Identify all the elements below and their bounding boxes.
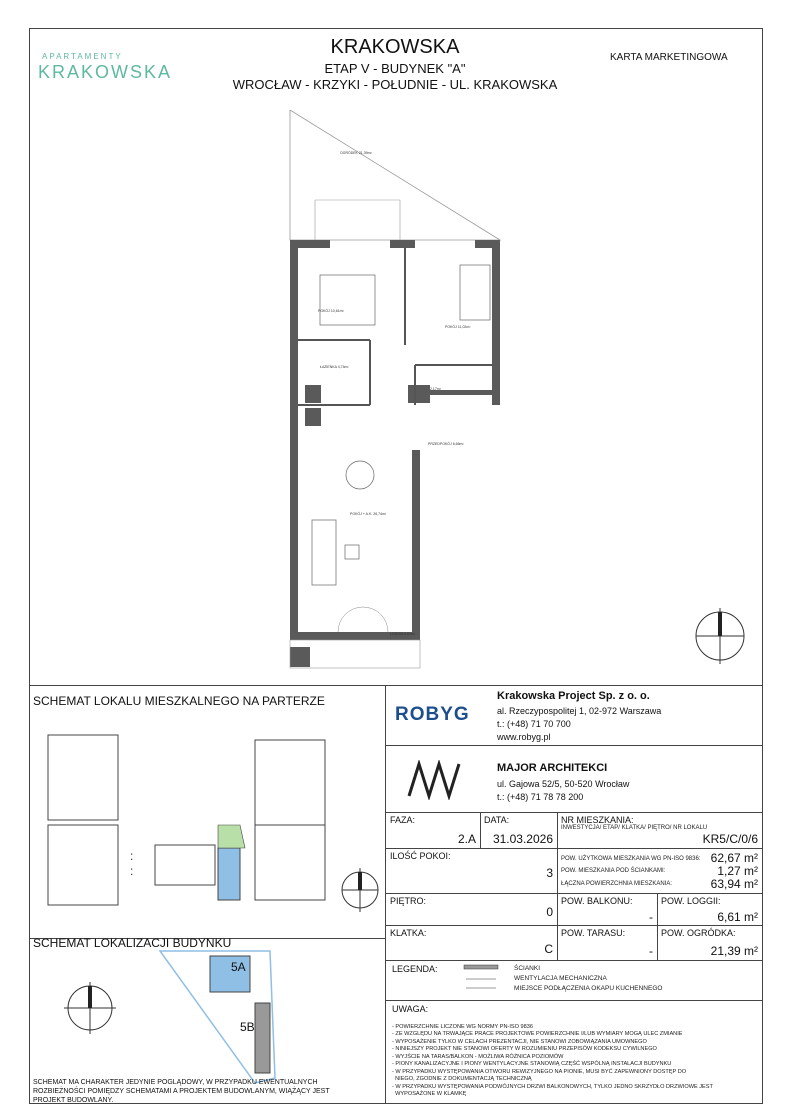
developer-address: al. Rzeczypospolitej 1, 02-972 Warszawa bbox=[497, 706, 662, 716]
card-type: KARTA MARKETINGOWA bbox=[610, 52, 728, 63]
brand-logo: KRAKOWSKA bbox=[38, 62, 173, 82]
garden-area-label: OGRÓDEK 21,39m² bbox=[340, 151, 372, 155]
stair-label: KLATKA: bbox=[390, 928, 427, 938]
developer-phone: t.: (+48) 71 70 700 bbox=[497, 719, 571, 729]
legend-item-ventilation: WENTYLACJA MECHANICZNA bbox=[514, 975, 607, 982]
stage-line: ETAP V - BUDYNEK "A" bbox=[324, 61, 466, 76]
note-line: - POWIERZCHNIE LICZONE WG NORMY PN-ISO 9836 bbox=[392, 1023, 534, 1030]
svg-text:POKÓJ + A.K. 26,74m²: POKÓJ + A.K. 26,74m² bbox=[350, 512, 387, 516]
floor-plan bbox=[250, 110, 550, 680]
note-line: - W PRZYPADKU WYSTĘPOWANIA OTWORU REWIZYJNEGO NA PIONIE, MUSI BYĆ ZAPEWNIONY DOSTĘP DO bbox=[392, 1068, 687, 1075]
svg-text:LOGGIA 6,61m²: LOGGIA 6,61m² bbox=[390, 632, 416, 636]
unit-number-sub: INWESTYCJA/ ETAP/ KLATKA/ PIĘTRO/ NR LOKALU bbox=[561, 825, 708, 831]
note-line: - WYJŚCIE NA TARAS/BALKON - MOŻLIWA RÓŻNICA POZIOMÓW bbox=[392, 1053, 564, 1060]
balcony-label: POW. BALKONU: bbox=[561, 896, 633, 906]
svg-text:POKÓJ 11,02m²: POKÓJ 11,02m² bbox=[445, 325, 471, 329]
svg-text:ŁAZIENKA 4,74m²: ŁAZIENKA 4,74m² bbox=[320, 365, 349, 369]
ground-floor-heading: SCHEMAT LOKALU MIESZKALNEGO NA PARTERZE bbox=[33, 694, 325, 708]
terrace-label: POW. TARASU: bbox=[561, 928, 626, 938]
usable-area-label: POW. UŻYTKOWA MIESZKANIA WG PN-ISO 9836: bbox=[561, 856, 701, 862]
wall-area-label: POW. MIESZKANIA POD ŚCIANKAMI: bbox=[561, 868, 666, 874]
svg-text::: : bbox=[130, 849, 134, 863]
location-line: WROCŁAW - KRZYKI - POŁUDNIE - UL. KRAKOWSKA bbox=[232, 77, 558, 92]
note-line: WYPOSAŻONE W KLAMKĘ bbox=[392, 1091, 467, 1097]
robyg-logo: ROBYG bbox=[395, 704, 470, 725]
architect-phone: t.: (+48) 71 78 78 200 bbox=[497, 792, 584, 802]
north-arrow-icon bbox=[692, 608, 748, 664]
wall-area-value: 1,27 m² bbox=[717, 864, 758, 878]
date-value: 31.03.2026 bbox=[492, 832, 553, 846]
location-schematic bbox=[50, 948, 290, 1088]
brand-tagline: APARTAMENTY bbox=[42, 52, 123, 61]
unit-highlight bbox=[218, 848, 240, 900]
note-line: - WYPOSAŻENIE TYLKO W CELACH PREZENTACJI, NIE STANOWI ZOBOWIĄZANIA UMOWNEGO bbox=[392, 1038, 647, 1045]
note-line: - PIONY KANALIZACYJNE I PIONY WENTYLACYJNE STANOWIĄ CZĘŚĆ WSPÓLNĄ INSTALACJI BUDYNKU bbox=[392, 1061, 672, 1067]
rooms-label: ILOŚĆ POKOI: bbox=[390, 851, 451, 861]
location-heading: SCHEMAT LOKALIZACJI BUDYNKU bbox=[33, 936, 232, 950]
unit-number-label: NR MIESZKANIA: bbox=[561, 815, 634, 825]
svg-text:2,17m²: 2,17m² bbox=[430, 387, 441, 391]
floor-label: PIĘTRO: bbox=[390, 896, 427, 906]
notes-label: UWAGA: bbox=[392, 1004, 429, 1014]
garden-label: POW. OGRÓDKA: bbox=[661, 928, 736, 938]
date-label: DATA: bbox=[484, 815, 510, 825]
total-area-value: 63,94 m² bbox=[710, 877, 758, 891]
disclaimer: SCHEMAT MA CHARAKTER JEDYNIE POGLĄDOWY, W PRZYPADKU EWENTUALNYCH ROZBIEŻNOŚCI POMIĘDZY SCHEMATAMI A PROJEKTEM BUDOWLANYM, WIĄŻĄCY JEST PROJEKT BUDOWLANY. bbox=[33, 1079, 330, 1104]
legend-symbols-icon bbox=[462, 964, 502, 996]
garden-value: 21,39 m² bbox=[710, 944, 758, 958]
terrace-value: - bbox=[649, 944, 653, 958]
architect-logo-icon bbox=[405, 760, 465, 800]
page-title: KRAKOWSKA bbox=[330, 36, 460, 58]
rooms-value: 3 bbox=[546, 866, 553, 880]
note-line: - W PRZYPADKU WYSTĘPOWANIA PODWÓJNYCH DRZWI BALKONOWYCH, TYLKO JEDNO SKRZYDŁO DRZWIOWE JEST bbox=[392, 1083, 713, 1090]
svg-text::: : bbox=[130, 864, 134, 878]
legend-label: LEGENDA: bbox=[392, 964, 438, 974]
note-line: - NINIEJSZY PROJEKT NIE STANOWI OFERTY W ROZUMIENIU PRZEPISÓW KODEKSU CYWILNEGO bbox=[392, 1046, 657, 1052]
developer-web[interactable]: www.robyg.pl bbox=[497, 732, 551, 742]
phase-label: FAZA: bbox=[390, 815, 416, 825]
svg-text:PRZEDPOKÓJ 6,66m²: PRZEDPOKÓJ 6,66m² bbox=[428, 442, 464, 446]
north-arrow-small-icon bbox=[338, 868, 382, 912]
legend-item-walls: ŚCIANKI bbox=[514, 965, 541, 972]
garden-highlight bbox=[218, 825, 245, 848]
note-line: - ZE WZGLĘDU NA TRWAJĄCE PRACE PROJEKTOWE POWIERZCHNIE I/LUB WYMIARY MOGĄ ULEC ZMIANIE bbox=[392, 1031, 683, 1037]
developer-name: Krakowska Project Sp. z o. o. bbox=[497, 690, 650, 702]
building-b-label: 5B bbox=[240, 1020, 255, 1034]
legend-item-hood: MIEJSCE PODŁĄCZENIA OKAPU KUCHENNEGO bbox=[514, 985, 663, 992]
balcony-value: - bbox=[649, 910, 653, 924]
svg-text:POKÓJ 10,61m²: POKÓJ 10,61m² bbox=[318, 309, 344, 313]
garden-outline bbox=[290, 110, 500, 240]
loggia-value: 6,61 m² bbox=[717, 910, 758, 924]
total-area-label: ŁĄCZNA POWIERZCHNIA MIESZKANIA: bbox=[561, 881, 673, 887]
notes-list bbox=[392, 1016, 757, 1106]
loggia-label: POW. LOGGII: bbox=[661, 896, 721, 906]
phase-value: 2.A bbox=[457, 832, 476, 846]
floor-value: 0 bbox=[546, 905, 553, 919]
architect-name: MAJOR ARCHITEKCI bbox=[497, 762, 608, 774]
ground-floor-schematic bbox=[40, 730, 380, 910]
unit-number-value: KR5/C/0/6 bbox=[702, 832, 758, 846]
building-a-label: 5A bbox=[231, 960, 246, 974]
usable-area-value: 62,67 m² bbox=[710, 851, 758, 865]
note-line: NIEGO, ZGODNIE Z DOKUMENTACJĄ TECHNICZNĄ bbox=[392, 1076, 532, 1082]
walls bbox=[290, 240, 500, 667]
stair-value: C bbox=[544, 942, 553, 956]
architect-address: ul. Gajowa 52/5, 50-520 Wrocław bbox=[497, 779, 630, 789]
